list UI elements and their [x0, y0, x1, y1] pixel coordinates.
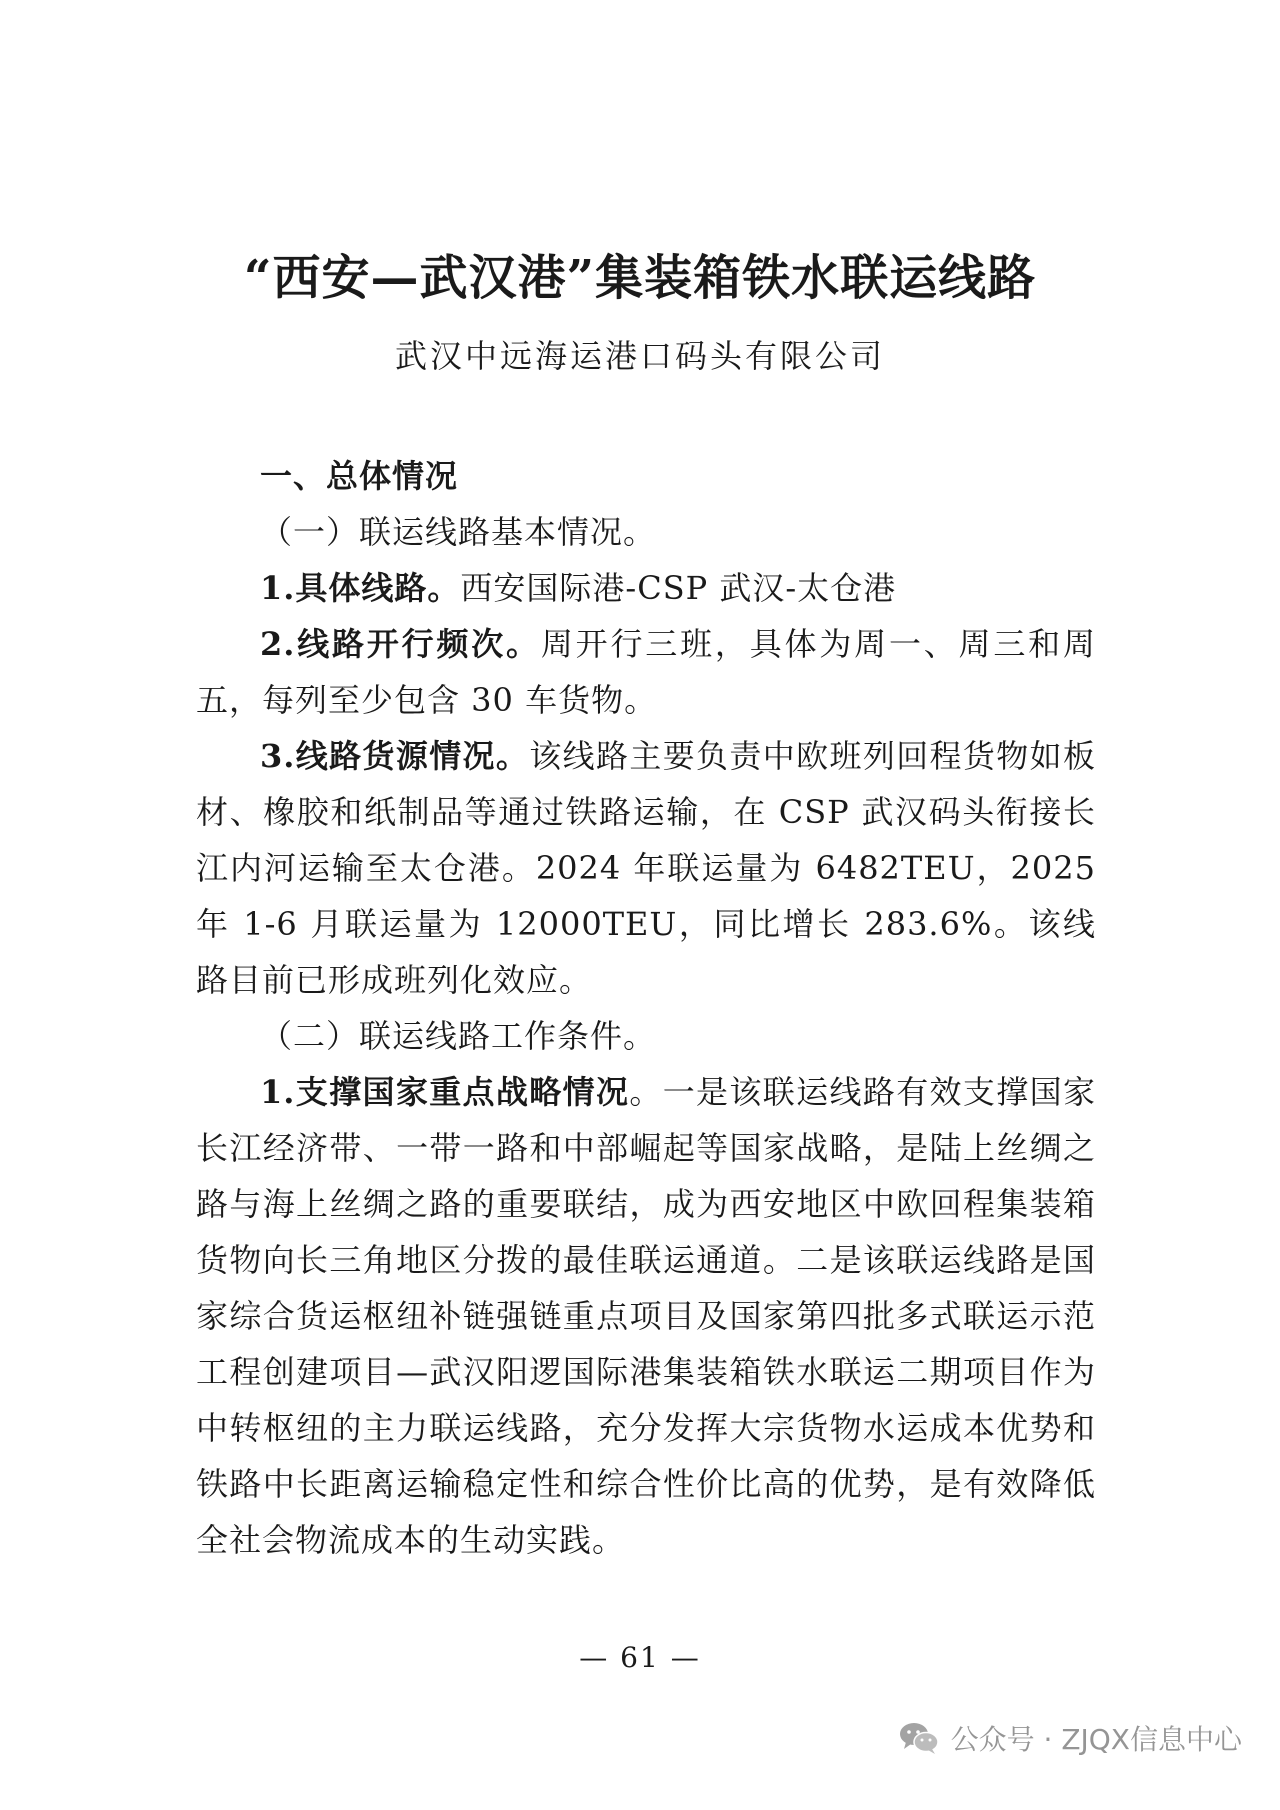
page-title: “西安—武汉港”集装箱铁水联运线路 [243, 250, 1037, 306]
paragraph-text: 该线路主要负责中欧班列回程货物如板材、橡胶和纸制品等通过铁路运输，在 CSP 武汉码头衔接长江内河运输至太仓港。2024 年联运量为 6482TEU，2025 年 1-6 月联运量为 12000TEU，同比增长 283.6%。该线路目前已形成班列化效应。 [196, 737, 1096, 999]
author-organization: 武汉中远海运港口码头有限公司 [394, 337, 885, 375]
watermark [899, 1714, 1242, 1762]
document-body [196, 448, 1096, 1568]
page-number: — 61 — [579, 1641, 701, 1674]
watermark-text: 公众号 · ZJQX信息中心 [950, 1723, 1242, 1756]
paragraph-text: 周开行三班，具体为周一、周三和周五，每列至少包含 30 车货物。 [196, 625, 1096, 719]
paragraph-label: 1.支撑国家重点战略情况 [260, 1073, 630, 1111]
section-heading: 一、总体情况 [260, 457, 459, 495]
subsection-heading: （二）联运线路工作条件。 [260, 1017, 657, 1055]
paragraph-text: 西安国际港-CSP 武汉-太仓港 [460, 569, 897, 607]
paragraph [196, 616, 1096, 728]
paragraph [196, 560, 1096, 616]
wechat-icon [899, 1721, 939, 1755]
paragraph-label: 2.线路开行频次。 [260, 625, 541, 663]
paragraph-label: 3.线路货源情况。 [260, 737, 530, 775]
paragraph [196, 1064, 1096, 1568]
subsection-heading: （一）联运线路基本情况。 [260, 513, 657, 551]
paragraph-label: 1.具体线路。 [260, 569, 461, 607]
paragraph [196, 728, 1096, 1008]
paragraph-text: 。一是该联运线路有效支撑国家长江经济带、一带一路和中部崛起等国家战略，是陆上丝绸之路与海上丝绸之路的重要联结，成为西安地区中欧回程集装箱货物向长三角地区分拨的最佳联运通道。二是该联运线路是国家综合货运枢纽补链强链重点项目及国家第四批多式联运示范工程创建项目—武汉阳逻国际港集装箱铁水联运二期项目作为中转枢纽的主力联运线路，充分发挥大宗货物水运成本优势和铁路中长距离运输稳定性和综合性价比高的优势，是有效降低全社会物流成本的生动实践。 [196, 1073, 1096, 1559]
